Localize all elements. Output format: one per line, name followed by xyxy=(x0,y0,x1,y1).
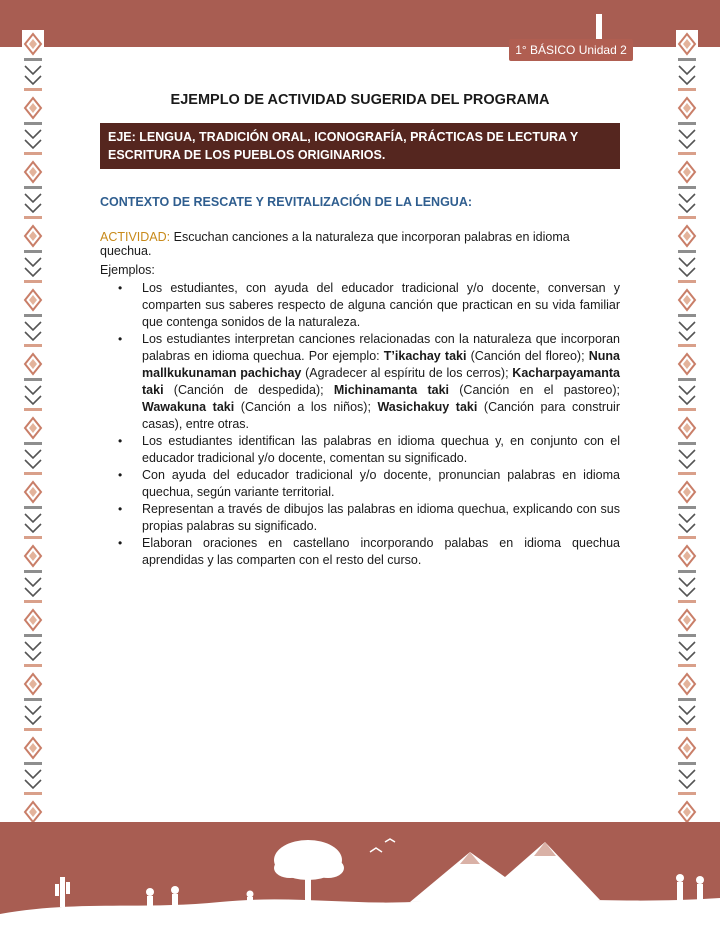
list-item-text: Los estudiantes identifican las palabras en idioma quechua y, en conjunto con el educador tradicional y/o docente, comentan su significado. xyxy=(142,434,620,465)
ejemplos-label: Ejemplos: xyxy=(100,263,155,277)
list-item-text: (Canción a los niños); xyxy=(234,400,378,414)
list-item-text: Elaboran oraciones en castellano incorporando palabas en idioma quechua aprendidas y las comparten con el resto del curso. xyxy=(142,536,620,567)
grade-unit-badge: 1° BÁSICO Unidad 2 xyxy=(509,39,633,61)
list-item xyxy=(116,331,620,433)
list-item xyxy=(116,535,620,569)
song-name: T’ikachay taki xyxy=(383,349,467,363)
list-item-text: (Canción en el pastoreo); xyxy=(449,383,620,397)
list-item-text: Con ayuda del educador tradicional y/o docente, pronuncian palabras en idioma quechua, según variante territorial. xyxy=(142,468,620,499)
actividad-label: ACTIVIDAD: xyxy=(100,230,171,244)
list-item xyxy=(116,433,620,467)
song-name: Wasichakuy taki xyxy=(377,400,478,414)
song-name: Michinamanta taki xyxy=(333,383,449,397)
song-name: Wawakuna taki xyxy=(142,400,235,414)
actividad-line xyxy=(100,230,620,258)
list-item-text: (Agradecer al espíritu de los cerros); xyxy=(301,366,513,380)
bullet-icon: • xyxy=(118,434,123,448)
actividad-text: Escuchan canciones a la naturaleza que incorporan palabras en idioma quechua. xyxy=(100,230,570,258)
page-title: EJEMPLO DE ACTIVIDAD SUGERIDA DEL PROGRAMA xyxy=(170,92,550,108)
list-item-text: (Canción del floreo); xyxy=(466,349,589,363)
list-item-text: (Canción para construir casas), entre otras. xyxy=(142,400,620,431)
contexto-heading: CONTEXTO DE RESCATE Y REVITALIZACIÓN DE LA LENGUA: xyxy=(100,195,473,209)
bullet-icon: • xyxy=(118,536,123,550)
list-item-text: Los estudiantes interpretan canciones relacionadas con la naturaleza que incorporan palabras en idioma quechua. Por ejemplo: xyxy=(142,332,620,363)
song-name: Kacharpayamanta taki xyxy=(142,366,620,397)
woven-border-left-ornament xyxy=(22,30,44,830)
eje-banner: EJE: LENGUA, TRADICIÓN ORAL, ICONOGRAFÍA, PRÁCTICAS DE LECTURA Y ESCRITURA DE LOS PUEBLOS ORIGINARIOS. xyxy=(100,123,620,169)
list-item xyxy=(116,467,620,501)
woven-border-right-ornament xyxy=(676,30,698,830)
bullet-icon: • xyxy=(118,502,123,516)
bullet-icon: • xyxy=(118,281,123,295)
bullet-icon: • xyxy=(118,468,123,482)
bullet-icon: • xyxy=(118,332,123,346)
list-item-text: Representan a través de dibujos las palabras en idioma quechua, explicando con sus propias palabras su significado. xyxy=(142,502,620,533)
list-item-text: (Canción de despedida); xyxy=(163,383,334,397)
examples-list xyxy=(116,280,620,569)
list-item xyxy=(116,280,620,331)
list-item-text: Los estudiantes, con ayuda del educador tradicional y/o docente, conversan y comparten sus saberes respecto de alguna canción que practican en su vida familiar que contenga sonidos de la naturaleza. xyxy=(142,281,620,329)
andean-landscape-illustration xyxy=(0,822,720,932)
song-name: Nuna mallkukunaman pachichay xyxy=(142,349,620,380)
list-item xyxy=(116,501,620,535)
